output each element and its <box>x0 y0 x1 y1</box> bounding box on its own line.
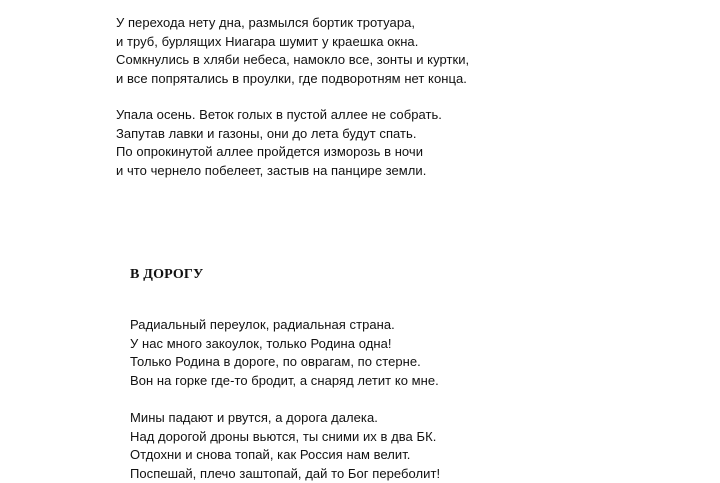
poem-line: У перехода нету дна, размылся бортик тротуара, <box>116 15 416 30</box>
poem-one-stanza-2 <box>116 106 442 180</box>
poem-line: Над дорогой дроны вьются, ты сними их в два БК. <box>130 428 437 444</box>
poem-line: Радиальный переулок, радиальная страна. <box>130 317 395 332</box>
poem-two-stanza-2 <box>130 409 440 483</box>
poem-line: Поспешай, плечо заштопай, дай то Бог переболит! <box>130 465 441 481</box>
poem-one-stanza-1 <box>116 14 469 88</box>
poem-line: Только Родина в дороге, по оврагам, по стерне. <box>130 354 421 370</box>
poem-line: и труб, бурлящих Ниагара шумит у краешка окна. <box>116 33 419 49</box>
poem-line: и все попрятались в проулки, где подворотням нет конца. <box>116 70 467 86</box>
poem-line: и что чернело побелеет, застыв на панцире земли. <box>116 162 427 178</box>
poem-line: Вон на горке где-то бродит, а снаряд летит ко мне. <box>130 372 439 388</box>
poem-two-stanza-1 <box>130 316 439 390</box>
poem-line: Сомкнулись в хляби небеса, намокло все, зонты и куртки, <box>116 52 470 68</box>
poem-two-title: В ДОРОГУ <box>130 267 204 282</box>
poem-line: У нас много закоулок, только Родина одна! <box>130 335 392 351</box>
poem-line: Запутав лавки и газоны, они до лета будут спать. <box>116 125 417 141</box>
poem-line: По опрокинутой аллее пройдется изморозь в ночи <box>116 144 424 160</box>
poem-line: Упала осень. Веток голых в пустой аллее не собрать. <box>116 107 442 122</box>
poem-line: Отдохни и снова топай, как Россия нам велит. <box>130 447 411 463</box>
poem-line: Мины падают и рвутся, а дорога далека. <box>130 410 378 425</box>
